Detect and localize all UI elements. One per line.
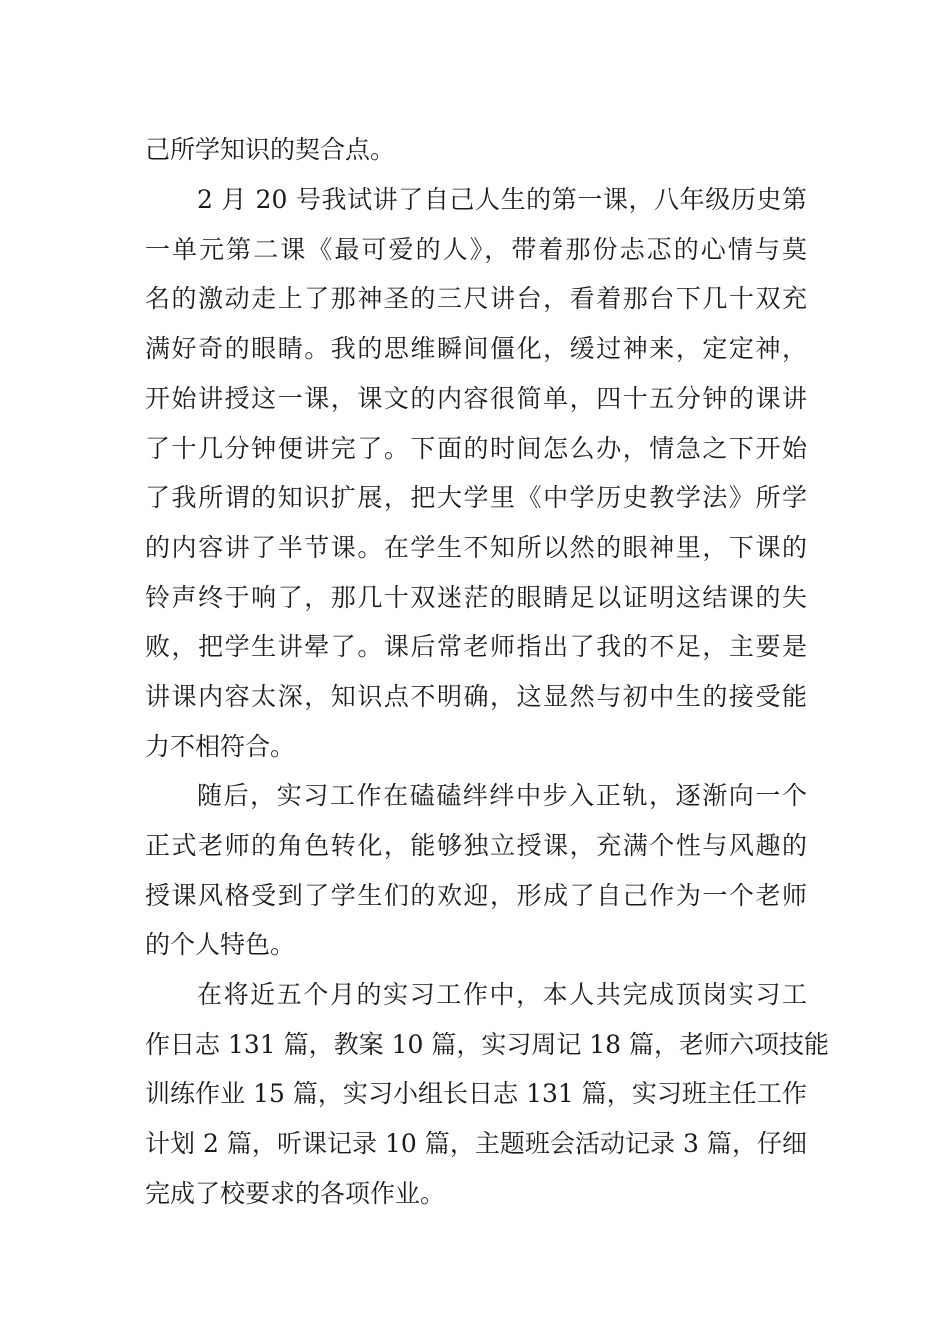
text-line: 在将近五个月的实习工作中，本人共完成顶岗实习工: [197, 980, 807, 1009]
text-line: 的内容讲了半节课。在学生不知所以然的眼神里，下课的: [145, 533, 807, 562]
text-line: 一单元第二课《最可爱的人》，带着那份忐忑的心情与莫: [145, 235, 807, 264]
text-line: 授课风格受到了学生们的欢迎，形成了自己作为一个老师: [145, 881, 807, 910]
text-line: 计划 2 篇，听课记录 10 篇，主题班会活动记录 3 篇，仔细: [145, 1129, 807, 1158]
text-line: 开始讲授这一课，课文的内容很简单，四十五分钟的课讲: [145, 384, 807, 413]
text-line: 满好奇的眼睛。我的思维瞬间僵化，缓过神来，定定神，: [145, 334, 807, 363]
text-line: 了我所谓的知识扩展，把大学里《中学历史教学法》所学: [145, 483, 807, 512]
text-line: 2 月 20 号我试讲了自己人生的第一课，八年级历史第: [197, 185, 807, 214]
text-line: 力不相符合。: [145, 732, 296, 761]
text-line: 败，把学生讲晕了。课后常老师指出了我的不足，主要是: [145, 632, 807, 661]
text-line: 完成了校要求的各项作业。: [145, 1179, 446, 1208]
text-line: 训练作业 15 篇，实习小组长日志 131 篇，实习班主任工作: [145, 1079, 807, 1108]
text-line: 己所学知识的契合点。: [145, 135, 396, 164]
text-line: 随后，实习工作在磕磕绊绊中步入正轨，逐渐向一个: [197, 781, 807, 810]
text-line: 正式老师的角色转化，能够独立授课，充满个性与风趣的: [145, 831, 807, 860]
text-line: 铃声终于响了，那几十双迷茫的眼睛足以证明这结课的失: [145, 583, 807, 612]
text-line: 作日志 131 篇，教案 10 篇，实习周记 18 篇，老师六项技能: [145, 1030, 830, 1059]
text-line: 的个人特色。: [145, 930, 296, 959]
text-line: 名的激动走上了那神圣的三尺讲台，看着那台下几十双充: [145, 284, 807, 313]
text-line: 了十几分钟便讲完了。下面的时间怎么办，情急之下开始: [145, 434, 807, 463]
text-line: 讲课内容太深，知识点不明确，这显然与初中生的接受能: [145, 682, 807, 711]
